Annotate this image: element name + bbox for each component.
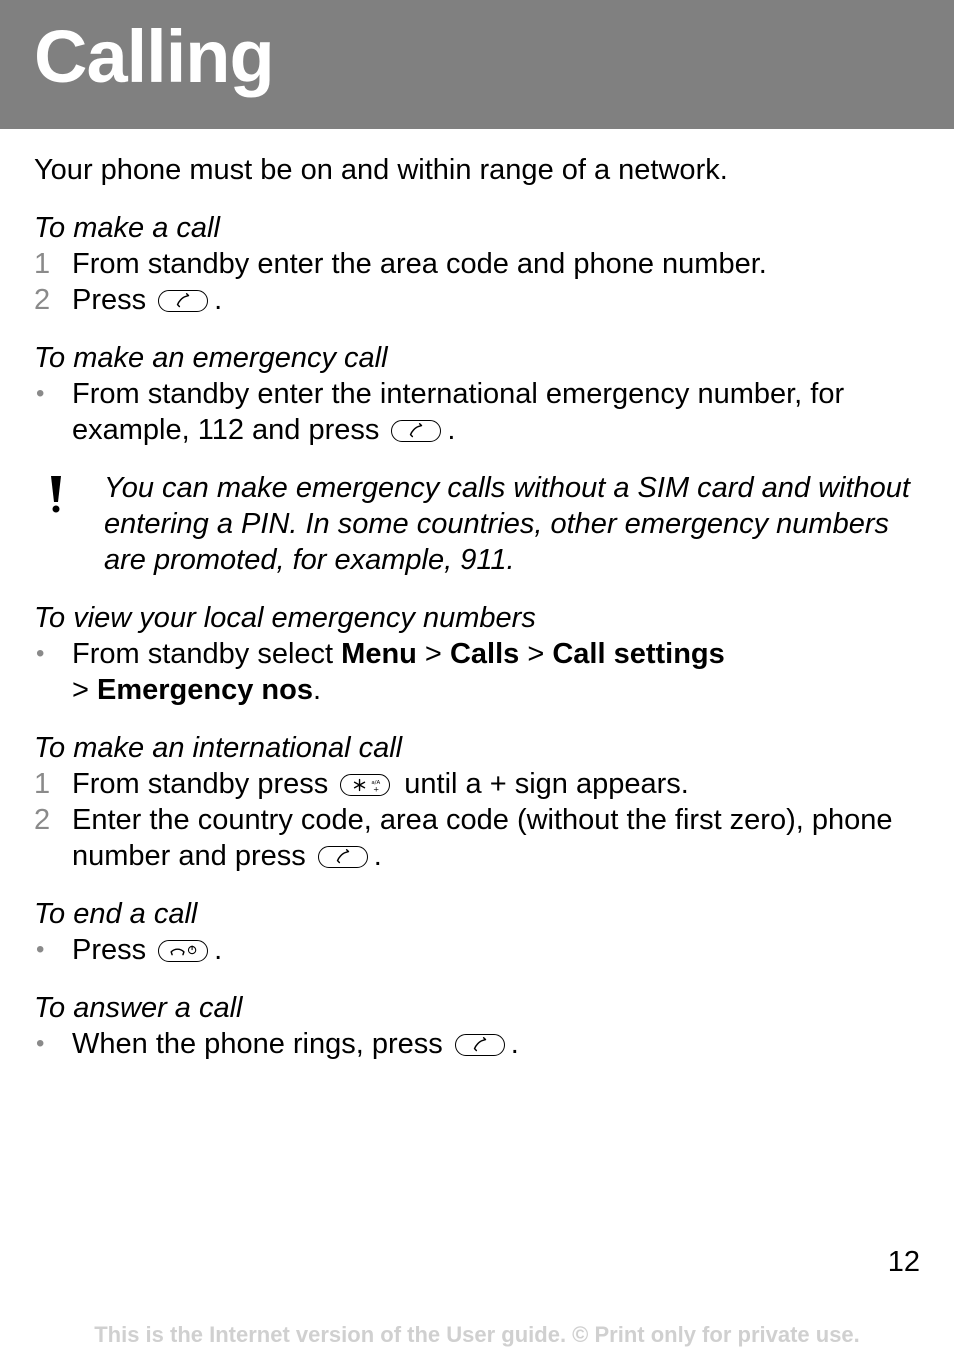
note (34, 470, 924, 578)
step-number: 1 (34, 768, 51, 800)
call-key-icon (158, 290, 208, 312)
page-title: Calling (34, 15, 274, 98)
list-item (34, 246, 924, 282)
list-item: 2 Enter the country code, area code (without the first zero), phone number and press . (34, 804, 893, 872)
svg-text:+: + (373, 784, 380, 794)
step-number: 1 (34, 248, 51, 280)
list-item: 1 From standby press a/A + until a + sign appears. (34, 768, 689, 800)
list-item: • Press . (36, 934, 223, 966)
star-key-icon (340, 774, 390, 796)
section-international-call (34, 730, 924, 874)
svg-text:a/A: a/A (371, 780, 381, 787)
call-key-icon (391, 420, 441, 442)
section-make-call (34, 210, 924, 318)
list-item: • When the phone rings, press . (36, 1028, 519, 1060)
section-title: To view your local emergency numbers (34, 602, 536, 634)
menu-path-menu: Menu (341, 638, 417, 670)
section-title: To make a call (34, 212, 220, 244)
list-item: • From standby enter the international emergency number, for example, 112 and press . (36, 378, 845, 446)
footer-notice: This is the Internet version of the User guide. © Print only for private use. (94, 1322, 860, 1347)
list-item: • From standby select Menu > Calls > Call settings > Emergency nos. (36, 638, 725, 706)
bullet: • (36, 936, 45, 963)
step-text: From standby enter the area code and phone number. (72, 248, 767, 280)
section-emergency-call (34, 340, 924, 448)
step-number: 2 (34, 804, 51, 836)
bullet: • (36, 380, 45, 407)
menu-path-emergency-nos: Emergency nos (97, 674, 313, 706)
call-key-icon (318, 846, 368, 868)
menu-path-call-settings: Call settings (552, 638, 725, 670)
step-number: 2 (34, 284, 51, 316)
section-end-call (34, 896, 924, 968)
section-title: To end a call (34, 898, 198, 930)
end-key-icon (158, 940, 208, 962)
section-title: To make an international call (34, 732, 403, 764)
step-text: Press (72, 284, 147, 316)
menu-path-calls: Calls (449, 638, 520, 670)
call-key-icon (455, 1034, 505, 1056)
section-answer-call (34, 990, 924, 1062)
bullet: • (36, 640, 45, 667)
bullet: • (36, 1030, 45, 1057)
exclamation-icon (34, 470, 104, 578)
page-number: 12 (887, 1246, 920, 1278)
page-header (0, 0, 954, 129)
section-local-emergency (34, 600, 924, 708)
section-title: To answer a call (34, 992, 243, 1024)
list-item: 2 Press . (34, 284, 223, 316)
section-title: To make an emergency call (34, 342, 388, 374)
step-text: From standby enter the international emergency number, for example, 112 and press (72, 378, 845, 446)
intro-text: Your phone must be on and within range of a network. (34, 154, 728, 186)
page-content (34, 152, 924, 1062)
note-text: You can make emergency calls without a SIM card and without entering a PIN. In some countries, other emergency numbers are promoted, for example, 911. (104, 472, 910, 576)
